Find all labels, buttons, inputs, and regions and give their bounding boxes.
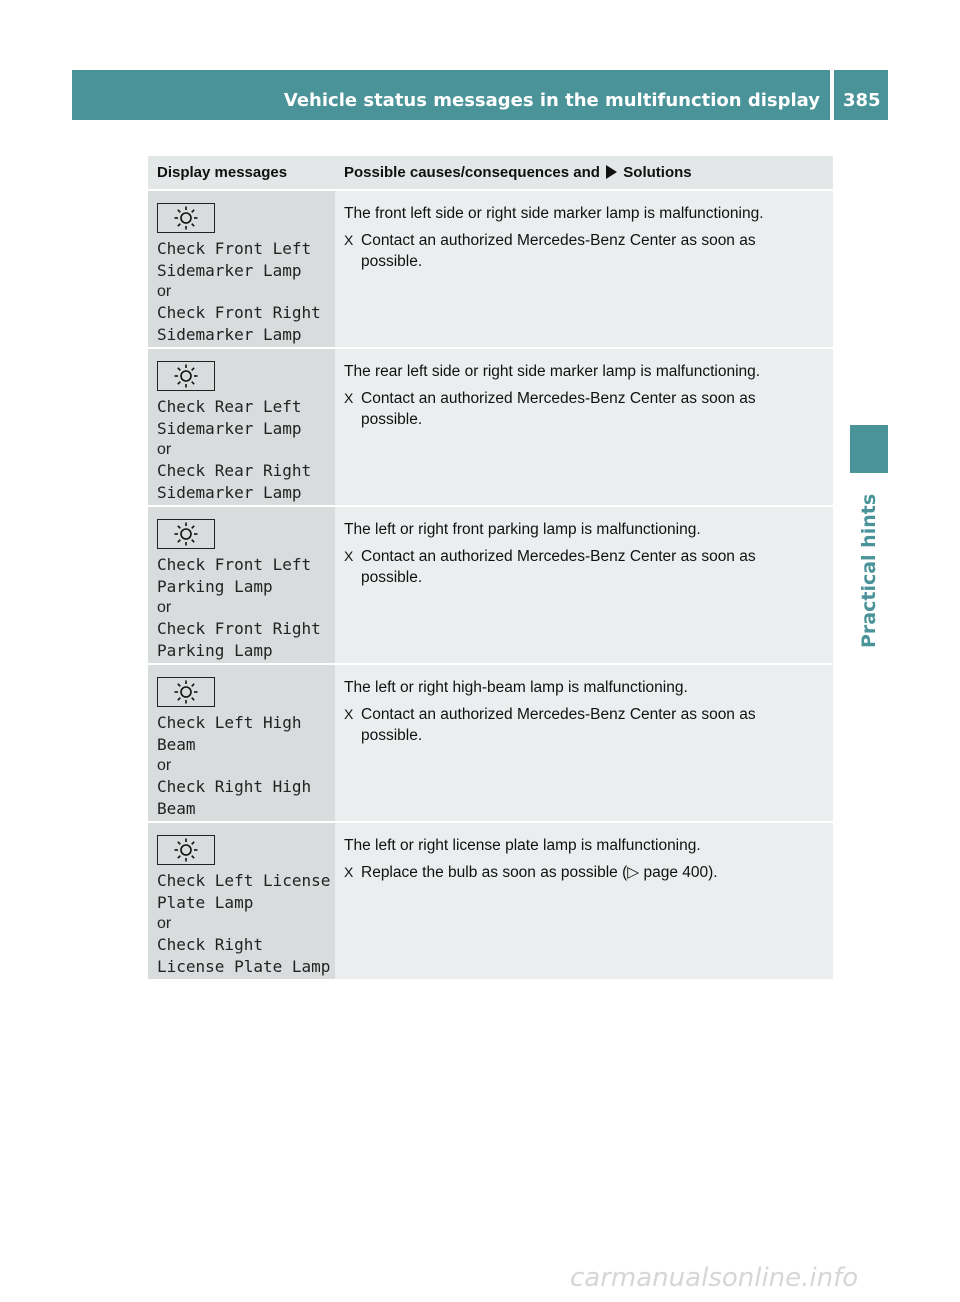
side-tab-marker bbox=[850, 425, 888, 473]
message-line: Sidemarker Lamp bbox=[157, 418, 302, 438]
cause-solution-cell bbox=[335, 349, 833, 507]
cause-text: The front left side or right side marker lamp is malfunctioning. bbox=[344, 205, 764, 222]
message-line: Beam bbox=[157, 798, 196, 818]
page-number: 385 bbox=[843, 90, 881, 111]
solution-text: Contact an authorized Mercedes-Benz Center as soon as bbox=[361, 390, 756, 407]
cause-solution-cell bbox=[335, 665, 833, 823]
cause-text: The rear left side or right side marker lamp is malfunctioning. bbox=[344, 363, 761, 380]
message-line: Sidemarker Lamp bbox=[157, 260, 302, 280]
step-marker-icon: X bbox=[344, 390, 354, 406]
message-line: Check Right bbox=[157, 935, 263, 954]
message-line: Sidemarker Lamp bbox=[157, 324, 302, 344]
solution-text: Contact an authorized Mercedes-Benz Center as soon as bbox=[361, 548, 756, 565]
step-marker-icon: X bbox=[344, 706, 354, 722]
table-row bbox=[148, 507, 833, 665]
page-number-box bbox=[834, 70, 888, 120]
solution-step bbox=[344, 546, 824, 588]
message-line: Parking Lamp bbox=[157, 576, 273, 596]
message-line: Check Left License bbox=[157, 871, 331, 890]
status-message-table bbox=[148, 156, 833, 981]
page-title: Vehicle status messages in the multifunction display bbox=[283, 90, 820, 111]
message-line: License Plate Lamp bbox=[157, 956, 331, 976]
solution-text: Replace the bulb as soon as possible (▷ page 400). bbox=[361, 864, 718, 881]
exterior-lamp-icon bbox=[157, 835, 215, 865]
solution-arrow-icon bbox=[606, 165, 617, 179]
message-line: Plate Lamp bbox=[157, 892, 254, 912]
exterior-lamp-icon bbox=[157, 203, 215, 233]
table-row bbox=[148, 191, 833, 349]
exterior-lamp-icon bbox=[157, 677, 215, 707]
header-bar bbox=[72, 70, 830, 120]
display-message-cell bbox=[148, 823, 335, 981]
cause-solution-cell bbox=[335, 507, 833, 665]
column-header-solutions: Solutions bbox=[623, 164, 692, 181]
message-line: Check Right High bbox=[157, 777, 312, 796]
exterior-lamp-icon bbox=[157, 519, 215, 549]
display-message-cell bbox=[148, 349, 335, 507]
display-message-cell bbox=[148, 507, 335, 665]
solution-step bbox=[344, 230, 824, 272]
table-header-row bbox=[148, 156, 833, 191]
message-line: Check Front Right bbox=[157, 619, 321, 638]
display-message-cell bbox=[148, 665, 335, 823]
solution-step bbox=[344, 388, 824, 430]
cause-text: The left or right high-beam lamp is malfunctioning. bbox=[344, 679, 688, 696]
column-header-causes-solutions bbox=[335, 156, 833, 191]
table-row bbox=[148, 823, 833, 981]
cause-solution-cell bbox=[335, 823, 833, 981]
message-line: Check Left High bbox=[157, 713, 302, 732]
solution-text: possible. bbox=[361, 411, 423, 428]
table-row bbox=[148, 665, 833, 823]
solution-text: possible. bbox=[361, 569, 423, 586]
or-separator: or bbox=[157, 599, 172, 616]
step-marker-icon: X bbox=[344, 548, 354, 564]
solution-text: Contact an authorized Mercedes-Benz Center as soon as bbox=[361, 706, 756, 723]
side-tab-label: Practical hints bbox=[858, 493, 880, 648]
message-line: Check Rear Right bbox=[157, 461, 312, 480]
table-row bbox=[148, 349, 833, 507]
solution-step bbox=[344, 862, 824, 883]
or-separator: or bbox=[157, 441, 172, 458]
solution-text: Contact an authorized Mercedes-Benz Center as soon as bbox=[361, 232, 756, 249]
message-line: Sidemarker Lamp bbox=[157, 482, 302, 502]
step-marker-icon: X bbox=[344, 864, 354, 880]
message-line: Parking Lamp bbox=[157, 640, 273, 660]
solution-step bbox=[344, 704, 824, 746]
display-message-cell bbox=[148, 191, 335, 349]
solution-text: possible. bbox=[361, 727, 423, 744]
message-line: Check Front Left bbox=[157, 555, 312, 574]
step-marker-icon: X bbox=[344, 232, 354, 248]
or-separator: or bbox=[157, 283, 172, 300]
or-separator: or bbox=[157, 757, 172, 774]
message-line: Beam bbox=[157, 734, 196, 754]
column-header-display-messages: Display messages bbox=[148, 156, 335, 191]
watermark: carmanualsonline.info bbox=[570, 1263, 859, 1293]
cause-text: The left or right license plate lamp is malfunctioning. bbox=[344, 837, 701, 854]
message-line: Check Rear Left bbox=[157, 397, 302, 416]
column-header-causes: Possible causes/consequences and bbox=[344, 164, 600, 181]
cause-text: The left or right front parking lamp is malfunctioning. bbox=[344, 521, 701, 538]
or-separator: or bbox=[157, 915, 172, 932]
solution-text: possible. bbox=[361, 253, 423, 270]
message-line: Check Front Left bbox=[157, 239, 312, 258]
exterior-lamp-icon bbox=[157, 361, 215, 391]
message-line: Check Front Right bbox=[157, 303, 321, 322]
cause-solution-cell bbox=[335, 191, 833, 349]
